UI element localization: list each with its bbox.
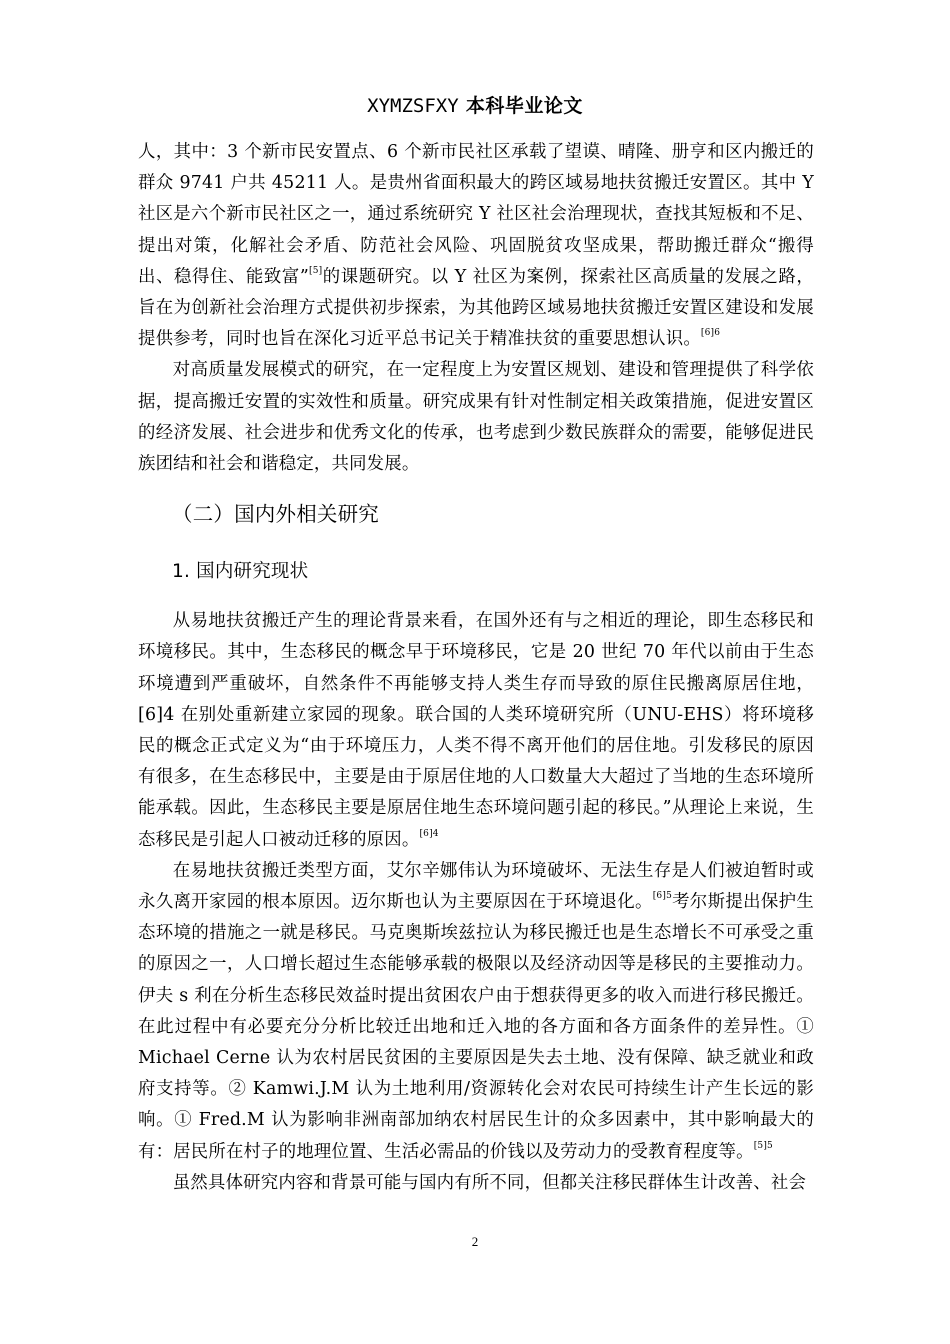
paragraph-1-text: 人，其中：3 个新市民安置点、6 个新市民社区承载了望谟、晴隆、册亨和区内搬迁的群众 9741 户共 45211 人。是贵州省面积最大的跨区域易地扶贫搬迁安置区。其中 Y 社区是六个新市民社区之一，通过系统研究 Y 社区社会治理现状，查找其短板和不足、提出对策，化解社会矛盾、防范社会风险、巩固脱贫攻坚成果，帮助搬迁群众“搬得出、稳得住、能致富”	[138, 142, 814, 287]
header-latin: XYMZSFXY	[367, 95, 459, 117]
citation: [5]5	[753, 1140, 773, 1151]
body-text	[138, 137, 814, 1199]
page-number: 2	[471, 1234, 479, 1249]
paragraph-3-text: 从易地扶贫搬迁产生的理论背景来看，在国外还有与之相近的理论，即生态移民和环境移民。其中，生态移民的概念早于环境移民，它是 20 世纪 70 年代以前由于生态环境遭到严重破坏，自然条件不再能够支持人类生存而导致的原住民搬离原居住地，[6]4 在别处重新建立家园的现象。联合国的人类环境研究所（UNU-EHS）将环境移民的概念正式定义为“由于环境压力，人类不得不离开他们的居住地。引发移民的原因有很多，在生态移民中，主要是由于原居住地的人口数量大大超过了当地的生态环境所能承载。因此，生态移民主要是原居住地生态环境问题引起的移民。”从理论上来说，生态移民是引起人口被动迁移的原因。	[138, 611, 814, 850]
paragraph-2: 对高质量发展模式的研究，在一定程度上为安置区规划、建设和管理提供了科学依据，提高搬迁安置的实效性和质量。研究成果有针对性制定相关政策措施，促进安置区的经济发展、社会进步和优秀文化的传承，也考虑到少数民族群众的需要，能够促进民族团结和社会和谐稳定，共同发展。	[138, 360, 814, 475]
paragraph-4	[138, 856, 814, 1168]
header-title: 本科毕业论文	[465, 95, 583, 117]
paragraph-1	[138, 137, 814, 355]
subsection-heading: 1. 国内研究现状	[172, 561, 309, 583]
paragraph-4-text-b: 考尔斯提出保护生态环境的措施之一就是移民。马克奥斯埃兹拉认为移民搬迁也是生态增长不可承受之重的原因之一，人口增长超过生态能够承载的极限以及经济动因等是移民的主要推动力。伊夫 s 利在分析生态移民效益时提出贫困农户由于想获得更多的收入而进行移民搬迁。在此过程中有必要充分分析比较迁出地和迁入地的各方面和各方面条件的差异性。① Michael Cerne 认为农村居民贫困的主要原因是失去土地、没有保障、缺乏就业和政府支持等。② Kamwi.J.M 认为土地利用/资源转化会对农民可持续生计产生长远的影响。① Fred.M 认为影响非洲南部加纳农村居民生计的众多因素中，其中影响最大的有：居民所在村子的地理位置、生活必需品的价钱以及劳动力的受教育程度等。	[138, 892, 814, 1162]
citation: [6]4	[419, 828, 439, 839]
citation: [6]6	[700, 328, 721, 339]
running-header	[138, 92, 812, 120]
paragraph-1-tail: 的课题研究。以 Y 社区为案例，探索社区高质量的发展之路，旨在为创新社会治理方式提供初步探索，为其他跨区域易地扶贫搬迁安置区建设和发展提供参考，同时也旨在深化习近平总书记关于精准扶贫的重要思想认识。	[138, 266, 814, 350]
section-heading: （二）国内外相关研究	[172, 502, 379, 527]
citation: [6]5	[652, 891, 672, 902]
paragraph-4-text-a: 在易地扶贫搬迁类型方面，艾尔辛娜伟认为环境破坏、无法生存是人们被迫暂时或永久离开家园的根本原因。迈尔斯也认为主要原因在于环境退化。	[138, 860, 814, 913]
paragraph-3	[138, 606, 814, 856]
paragraph-5: 虽然具体研究内容和背景可能与国内有所不同，但都关注移民群体生计改善、社会	[172, 1172, 807, 1193]
citation: [5]	[309, 266, 323, 277]
